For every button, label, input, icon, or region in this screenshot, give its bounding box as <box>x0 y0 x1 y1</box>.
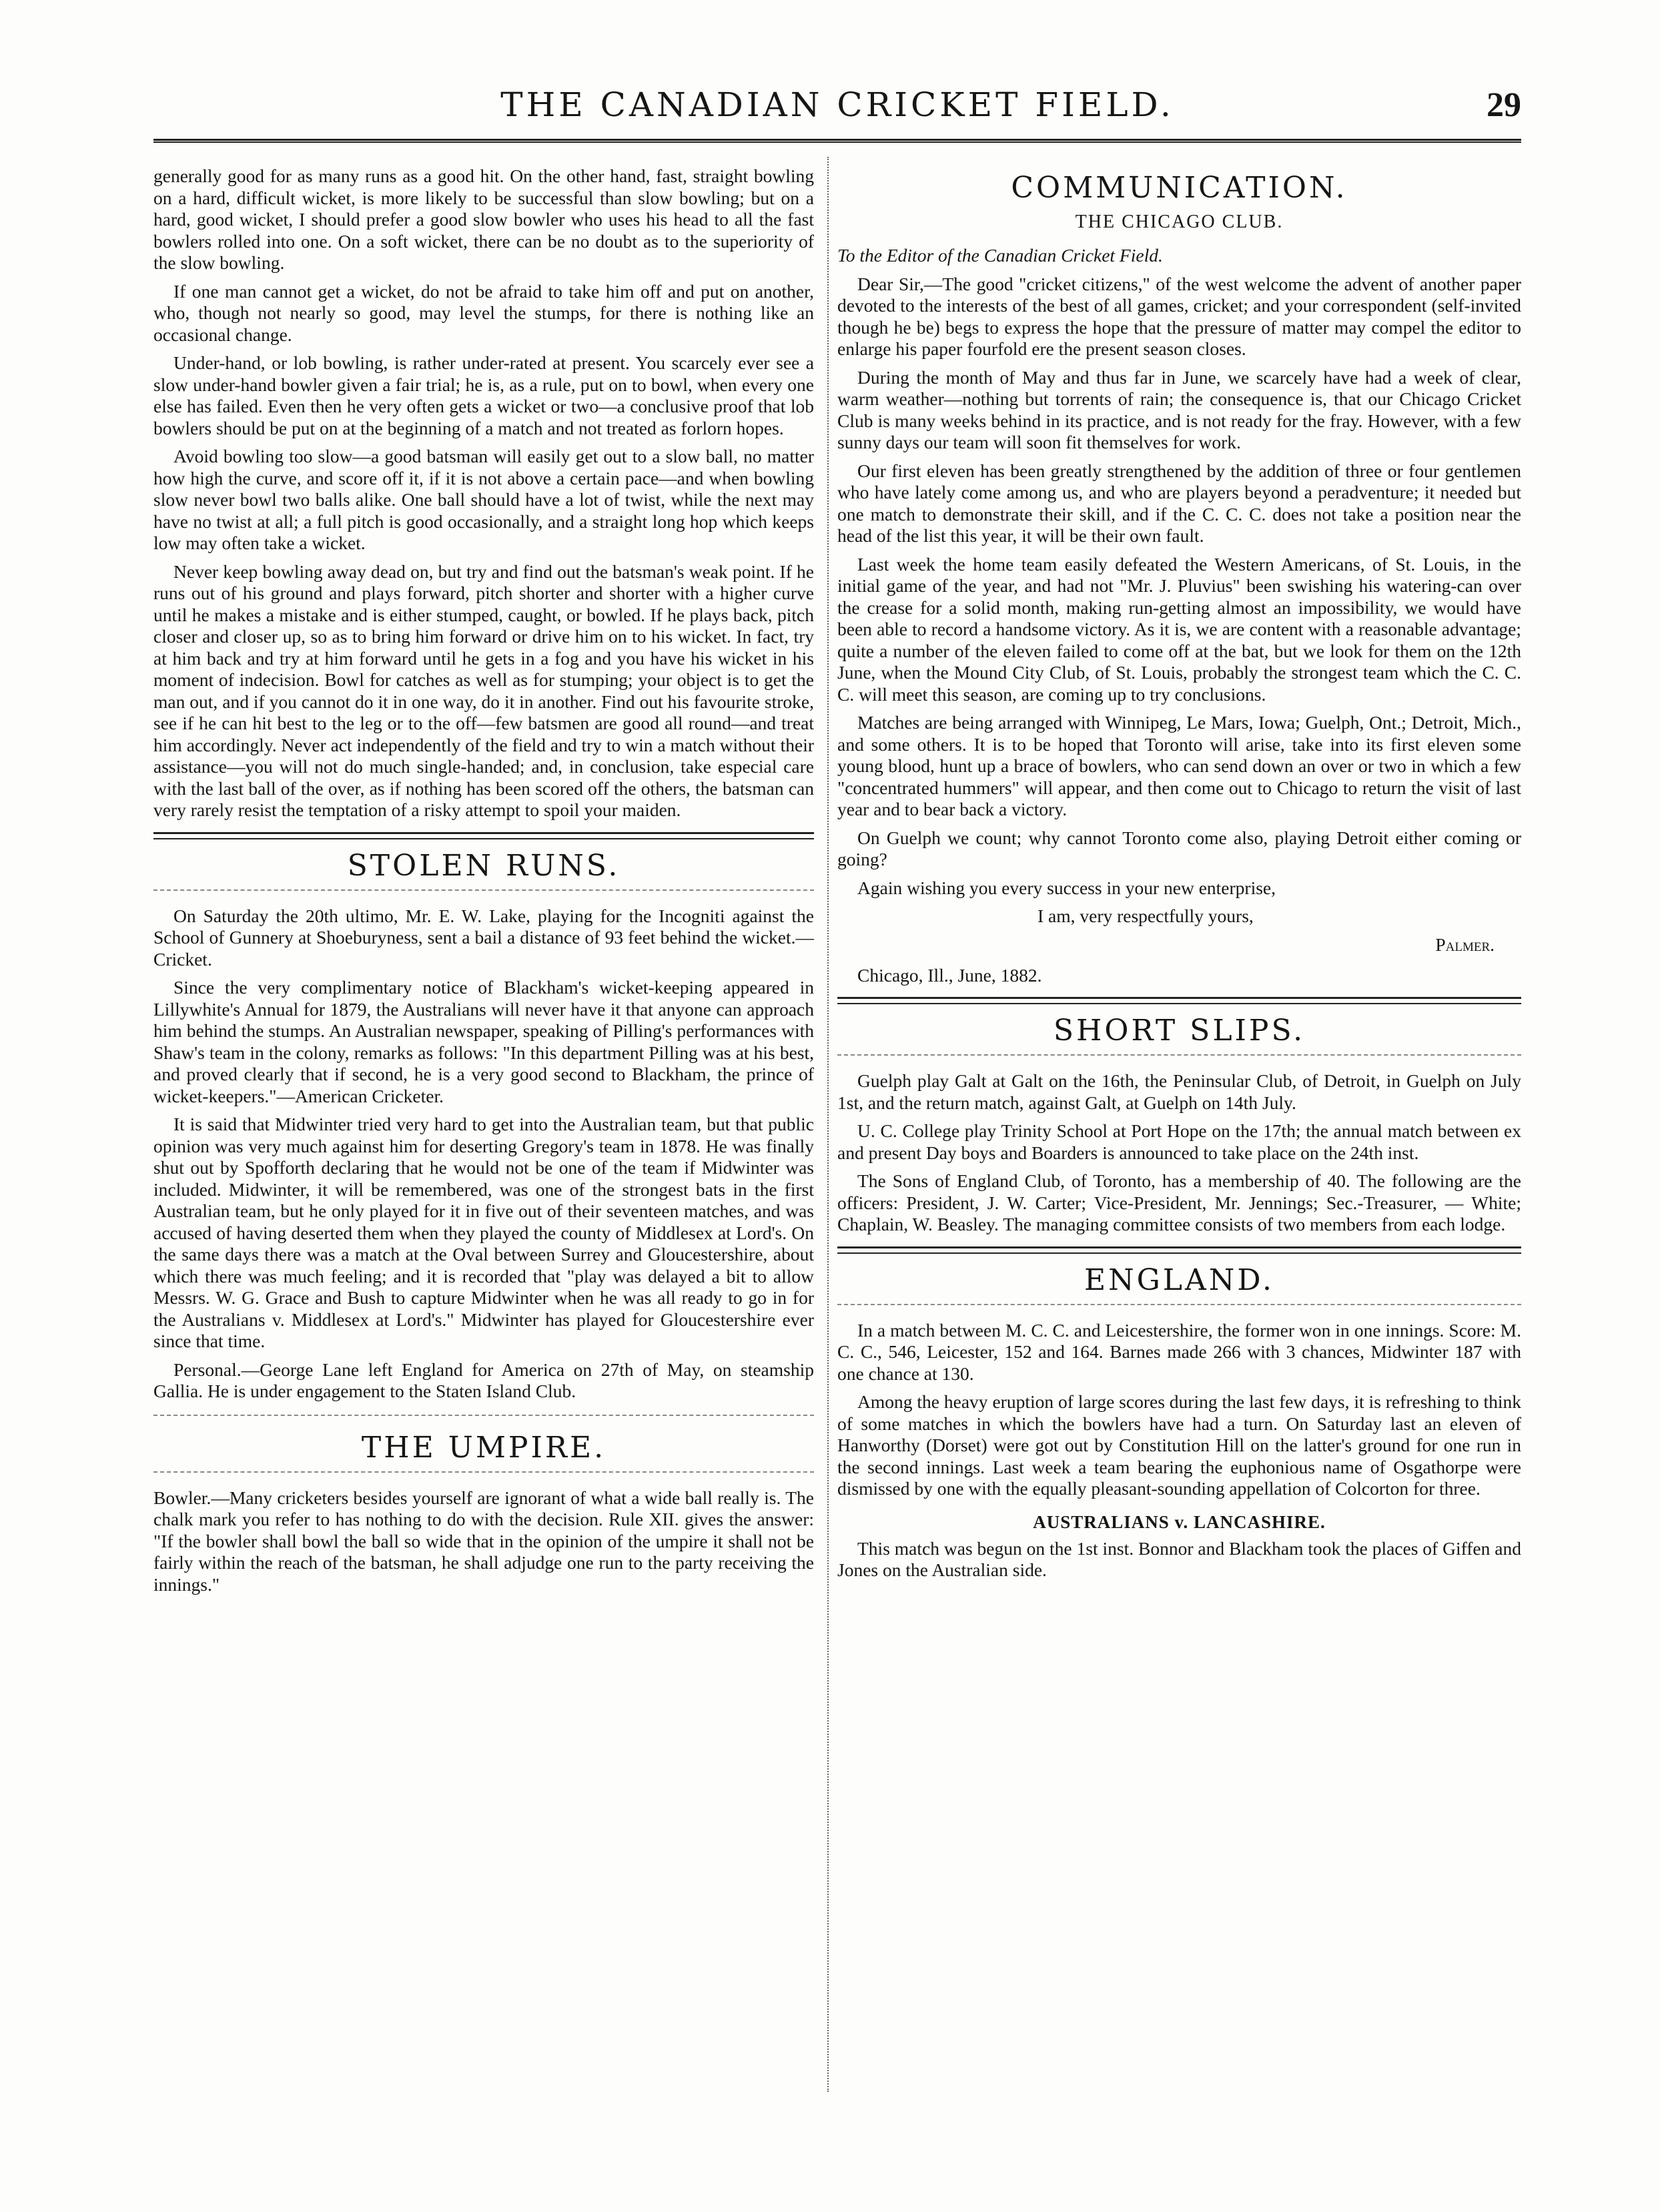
page-number: 29 <box>1487 86 1521 124</box>
paragraph: Never keep bowling away dead on, but try and find out the batsman's weak point. If he runs out of his ground and plays forward, pitch shorter and shorter with a higher curve until he makes a mistake and is either stumped, caught, or bowled. If he plays back, pitch closer and closer up, so as to bring him forward or drive him on to his wicket. In fact, try at him back and try at him forward until he gets in a fog and you have his wicket in his moment of indecision. Bowl for catches as well as for stumping; your object is to get the man out, and if you cannot do it in one way, do it in another. Find out his favourite stroke, see if he can hit best to the leg or to the off—few batsmen are good all round—and treat him accordingly. Never act independently of the field and try to win a match without their assistance—you will not do much single-handed; and, in conclusion, take especial care with the last ball of the over, as if nothing has been scored off the others, the batsman can very rarely resist the temptation of a risky attempt to spoil your maiden. <box>153 561 814 820</box>
right-column <box>837 165 1521 1588</box>
paragraph: In a match between M. C. C. and Leicestershire, the former won in one innings. Score: M. C. C., 546, Leicester, 152 and 164. Barnes made 266 with 3 chances, Midwinter 187 with one chance at 130. <box>837 1319 1521 1384</box>
article-subheading: AUSTRALIANS v. LANCASHIRE. <box>1033 1511 1326 1532</box>
paragraph: On Saturday the 20th ultimo, Mr. E. W. Lake, playing for the Incogniti against the School of Gunnery at Shoeburyness, sent a bail a distance of 93 feet behind the wicket.—Cricket. <box>153 905 814 970</box>
section-subheading: THE CHICAGO CLUB. <box>1075 212 1284 232</box>
paragraph: If one man cannot get a wicket, do not be afraid to take him off and put on another, who, though not nearly so good, may level the stumps, for there is nothing like an occasional change. <box>153 280 814 345</box>
paragraph: Since the very complimentary notice of Blackham's wicket-keeping appeared in Lillywhite's Annual for 1879, the Australians will never have it that anyone can approach him behind the stumps. An Australian newspaper, speaking of Pilling's performances with Shaw's team in the colony, remarks as follows: "In this department Pilling was at his best, and proved clearly that if second, he is a very good second to Blackham, the prince of wicket-keepers."—American Cricketer. <box>153 977 814 1106</box>
paragraph: generally good for as many runs as a good hit. On the other hand, fast, straight bowling on a hard, difficult wicket, is more likely to be successful than slow bowling; but on a hard, good wicket, I should prefer a good slow bowler who uses his head to all the fast bowlers rolled into one. On a soft wicket, there can be no doubt as to the superiority of the slow bowling. <box>153 165 814 273</box>
paragraph: Avoid bowling too slow—a good batsman will easily get out to a slow ball, no matter how high the curve, and score off it, if it is not above a certain pace—and when bowling slow never bowl two balls alike. One ball should have a lot of twist, while the next may have no twist at all; a full pitch is good occasionally, and a straight long hop which keeps low may often take a wicket. <box>153 446 814 553</box>
column-divider <box>827 157 829 2092</box>
salutation: To the Editor of the Canadian Cricket Field. <box>837 245 1163 266</box>
paragraph: On Guelph we count; why cannot Toronto come also, playing Detroit either coming or going? <box>837 827 1521 869</box>
dashed-rule <box>153 1415 814 1416</box>
section-rule <box>153 832 814 839</box>
paragraph: It is said that Midwinter tried very hard to get into the Australian team, but that public opinion was very much against him for deserting Gregory's team in 1878. He was finally shut out by Spofforth declaring that he would not be one of the team if Midwinter was included. Midwinter, it will be remembered, was one of the strongest bats in the first Australian team, but he only played for it in five out of their seventeen matches, and was accused of having deserted them when they played the county of Middlesex at Lord's. On the same days there was a match at the Oval between Surrey and Gloucestershire, about which there was much feeling; and it is recorded that "play was delayed a bit to allow Messrs. W. G. Grace and Bush to capture Midwinter when he was all ready to go in for the Australians v. Middlesex at Lord's." Midwinter has played for Gloucestershire ever since that time. <box>153 1114 814 1351</box>
header-rule <box>153 139 1521 143</box>
section-rule <box>837 1246 1521 1254</box>
paragraph: Bowler.—Many cricketers besides yourself are ignorant of what a wide ball really is. The chalk mark you refer to has nothing to do with the decision. Rule XII. gives the answer: "If the bowler shall bowl the ball so wide that in the opinion of the umpire it shall not be fairly within the reach of the batsman, he shall adjudge one run to the party receiving the innings." <box>153 1487 814 1595</box>
paragraph: Again wishing you every success in your new enterprise, <box>857 877 1276 898</box>
dashed-rule <box>837 1304 1521 1305</box>
paragraph: Among the heavy eruption of large scores during the last few days, it is refreshing to think of some matches in which the bowlers have had a turn. On Saturday last an eleven of Hanworthy (Dorset) were got out by Constitution Hill on the latter's ground for one run in the second innings. Last week a team bearing the euphonious name of Osgathorpe were dismissed by one with the equally pleasant-sounding appellation of Colcorton for three. <box>837 1391 1521 1499</box>
dashed-rule <box>153 889 814 891</box>
left-column <box>153 165 814 1602</box>
paragraph: The Sons of England Club, of Toronto, has a membership of 40. The following are the officers: President, J. W. Carter; Vice-President, Mr. Jennings; Sec.-Treasurer, — White; Chaplain, W. Beasley. The managing committee consists of two members from each lodge. <box>837 1170 1521 1234</box>
letter-place-date: Chicago, Ill., June, 1882. <box>857 964 1042 986</box>
paragraph: U. C. College play Trinity School at Port Hope on the 17th; the annual match between ex and present Day boys and Boarders is announced to take place on the 24th inst. <box>837 1120 1521 1163</box>
paragraph: Last week the home team easily defeated the Western Americans, of St. Louis, in the initial game of the year, and had not "Mr. J. Pluvius" been swishing his watering-can over the crease for a solid month, making run-getting almost an impossibility, we would have been able to record a handsome victory. As it is, we are content with a reasonable advantage; quite a number of the eleven failed to come off at the bat, but we look for them on the 12th June, when the Mound City Club, of St. Louis, probably the strongest team which the C. C. C. will meet this season, are coming up to try conclusions. <box>837 553 1521 705</box>
paragraph: During the month of May and thus far in June, we scarcely have had a week of clear, warm weather—nothing but torrents of rain; the consequence is, that our Chicago Cricket Club is many weeks behind in its practice, and is not ready for the fray. However, with a few sunny days our team will soon fit themselves for work. <box>837 366 1521 452</box>
section-heading-england: ENGLAND. <box>1084 1262 1274 1297</box>
section-heading-stolen-runs: STOLEN RUNS. <box>347 848 620 883</box>
paragraph: Under-hand, or lob bowling, is rather under-rated at present. You scarcely ever see a slow under-hand bowler given a fair trial; he is, as a rule, put on to bowl, when every one else has failed. Even then he very often gets a wicket or two—a conclusive proof that lob bowlers should be put on at the beginning of a match and not treated as forlorn hopes. <box>153 352 814 438</box>
dashed-rule <box>837 1054 1521 1056</box>
paragraph: Our first eleven has been greatly strengthened by the addition of three or four gentlemen who have lately come among us, and who are players beyond a peradventure; it needed but one match to demonstrate their skill, and if the C. C. C. does not take a position near the head of the list this year, it will be their own fault. <box>837 460 1521 546</box>
paragraph: This match was begun on the 1st inst. Bonnor and Blackham took the places of Giffen and Jones on the Australian side. <box>837 1537 1521 1580</box>
paragraph: Personal.—George Lane left England for America on 27th of May, on steamship Gallia. He is under engagement to the Staten Island Club. <box>153 1359 814 1401</box>
running-head <box>153 85 1521 132</box>
letter-signature: Palmer. <box>1435 934 1495 955</box>
paragraph: Guelph play Galt at Galt on the 16th, the Peninsular Club, of Detroit, in Guelph on July 1st, and the return match, against Galt, at Guelph on 14th July. <box>837 1070 1521 1113</box>
paragraph: Dear Sir,—The good "cricket citizens," of the west welcome the advent of another paper devoted to the interests of the best of all games, cricket; and your correspondent (self-invited though he be) begs to express the hope that the pressure of matter may compel the editor to enlarge his paper fourfold ere the present season closes. <box>837 273 1521 359</box>
section-heading-umpire: THE UMPIRE. <box>361 1430 606 1465</box>
paragraph: Matches are being arranged with Winnipeg, Le Mars, Iowa; Guelph, Ont.; Detroit, Mich., and some others. It is to be hoped that Toronto will arise, take into its first eleven some young blood, hunt up a brace of bowlers, who can send down an over or two in which a few "concentrated hummers" will appear, and then come out to Chicago to return the visit of last year and to bear back a victory. <box>837 712 1521 819</box>
section-rule <box>837 997 1521 1004</box>
running-head-title: THE CANADIAN CRICKET FIELD. <box>500 85 1174 124</box>
dashed-rule <box>153 1471 814 1473</box>
section-heading-short-slips: SHORT SLIPS. <box>1053 1014 1306 1048</box>
section-heading-communication: COMMUNICATION. <box>1011 171 1348 205</box>
letter-closing: I am, very respectfully yours, <box>1038 905 1254 926</box>
